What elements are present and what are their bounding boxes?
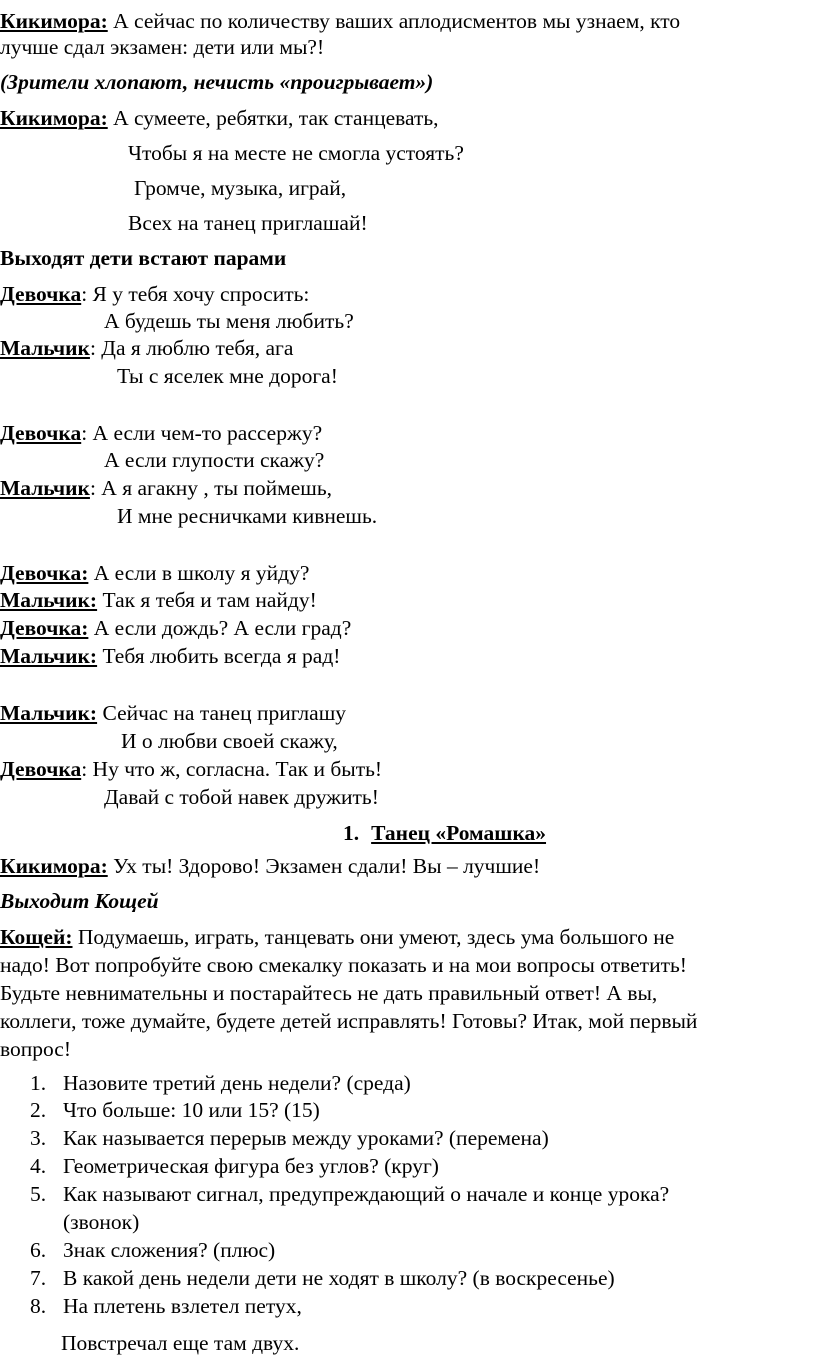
- paragraph-kikimora-3: [0, 853, 540, 879]
- list-number: 7.: [30, 1266, 47, 1290]
- list-text: Назовите третий день недели? (среда): [63, 1071, 411, 1095]
- dance-title: Танец «Ромашка»: [371, 821, 547, 845]
- dialogue-line: [0, 335, 293, 361]
- stage-direction: (Зрители хлопают, нечисть «проигрывает»): [0, 70, 434, 94]
- line-text: : Да я люблю тебя, ага: [89, 336, 294, 360]
- list-number: 1.: [30, 1071, 47, 1095]
- paragraph-line: Будьте невнимательны и постарайтесь не дать правильный ответ! А вы,: [0, 981, 658, 1005]
- line-text: А сумеете, ребятки, так станцевать,: [107, 106, 439, 130]
- verse-line: Громче, музыка, играй,: [134, 176, 347, 200]
- list-number: 3.: [30, 1126, 47, 1150]
- verse-line: Повстречал еще там двух.: [61, 1331, 300, 1355]
- dialogue-line: [0, 420, 322, 446]
- dialogue-line: [0, 756, 382, 782]
- speaker-boy: Мальчик:: [0, 701, 98, 725]
- paragraph-koschei: [0, 924, 674, 950]
- speaker-girl: Девочка: [0, 282, 82, 306]
- dialogue-line: А будешь ты меня любить?: [104, 309, 354, 333]
- line-text: : А я агакну , ты поймешь,: [89, 476, 333, 500]
- list-text-continued: (звонок): [63, 1210, 140, 1234]
- dialogue-line: И о любви своей скажу,: [121, 729, 338, 753]
- list-text: Как называют сигнал, предупреждающий о начале и конце урока?: [63, 1182, 670, 1206]
- speaker-girl: Девочка:: [0, 561, 89, 585]
- dialogue-line: [0, 700, 346, 726]
- speaker-kikimora: Кикимора:: [0, 854, 108, 878]
- line-text: : Я у тебя хочу спросить:: [81, 282, 310, 306]
- dialogue-line: Давай с тобой навек дружить!: [104, 785, 379, 809]
- verse-line: Чтобы я на месте не смогла устоять?: [128, 141, 464, 165]
- list-number: 6.: [30, 1238, 47, 1262]
- line-text: А если дождь? А если град?: [88, 616, 352, 640]
- speaker-boy: Мальчик:: [0, 588, 98, 612]
- verse-line: Всех на танец приглашай!: [128, 211, 368, 235]
- stage-direction: Выходит Кощей: [0, 889, 159, 913]
- paragraph-kikimora-1: [0, 8, 680, 34]
- speaker-girl: Девочка: [0, 421, 82, 445]
- line-text: лучше сдал экзамен: дети или мы?!: [0, 35, 325, 59]
- paragraph-line: коллеги, тоже думайте, будете детей исправлять! Готовы? Итак, мой первый: [0, 1009, 698, 1033]
- list-text: Что больше: 10 или 15? (15): [63, 1098, 320, 1122]
- speaker-kikimora: Кикимора:: [0, 106, 108, 130]
- line-text: А сейчас по количеству ваших аплодисментов мы узнаем, кто: [107, 9, 681, 33]
- dialogue-line: [0, 643, 340, 669]
- speaker-boy: Мальчик:: [0, 644, 98, 668]
- paragraph-line: вопрос!: [0, 1037, 71, 1061]
- dialogue-line: Ты с яселек мне дорога!: [117, 364, 338, 388]
- list-text: Как называется перерыв между уроками? (перемена): [63, 1126, 549, 1150]
- stage-direction: Выходят дети встают парами: [0, 246, 287, 270]
- dance-heading: [343, 820, 546, 846]
- dialogue-line: [0, 281, 309, 307]
- list-number: 5.: [30, 1182, 47, 1206]
- dialogue-line: [0, 615, 351, 641]
- line-text: Сейчас на танец приглашу: [97, 701, 347, 725]
- dialogue-line: А если глупости скажу?: [104, 448, 325, 472]
- dialogue-line: И мне ресничками кивнешь.: [117, 504, 378, 528]
- list-number: 4.: [30, 1154, 47, 1178]
- speaker-boy: Мальчик: [0, 476, 90, 500]
- list-text: Знак сложения? (плюс): [63, 1238, 276, 1262]
- line-text: Подумаешь, играть, танцевать они умеют, здесь ума большого не: [72, 925, 675, 949]
- speaker-girl: Девочка: [0, 757, 82, 781]
- line-text: : Ну что ж, согласна. Так и быть!: [81, 757, 383, 781]
- line-text: Тебя любить всегда я рад!: [97, 644, 341, 668]
- line-text: : А если чем-то рассержу?: [81, 421, 323, 445]
- speaker-koschei: Кощей:: [0, 925, 73, 949]
- line-text: Так я тебя и там найду!: [97, 588, 317, 612]
- speaker-kikimora: Кикимора:: [0, 9, 108, 33]
- line-text: Ух ты! Здорово! Экзамен сдали! Вы – лучшие!: [107, 854, 541, 878]
- speaker-girl: Девочка:: [0, 616, 89, 640]
- paragraph-kikimora-2: [0, 105, 439, 131]
- speaker-boy: Мальчик: [0, 336, 90, 360]
- list-text: Геометрическая фигура без углов? (круг): [63, 1154, 439, 1178]
- list-text: На плетень взлетел петух,: [63, 1294, 302, 1318]
- dialogue-line: [0, 475, 332, 501]
- list-number: 2.: [30, 1098, 47, 1122]
- line-text: А если в школу я уйду?: [88, 561, 310, 585]
- list-text: В какой день недели дети не ходят в школу? (в воскресенье): [63, 1266, 615, 1290]
- paragraph-line: надо! Вот попробуйте свою смекалку показать и на мои вопросы ответить!: [0, 953, 687, 977]
- list-number: 8.: [30, 1294, 47, 1318]
- dialogue-line: [0, 587, 317, 613]
- dance-number: 1.: [343, 821, 360, 845]
- dialogue-line: [0, 560, 309, 586]
